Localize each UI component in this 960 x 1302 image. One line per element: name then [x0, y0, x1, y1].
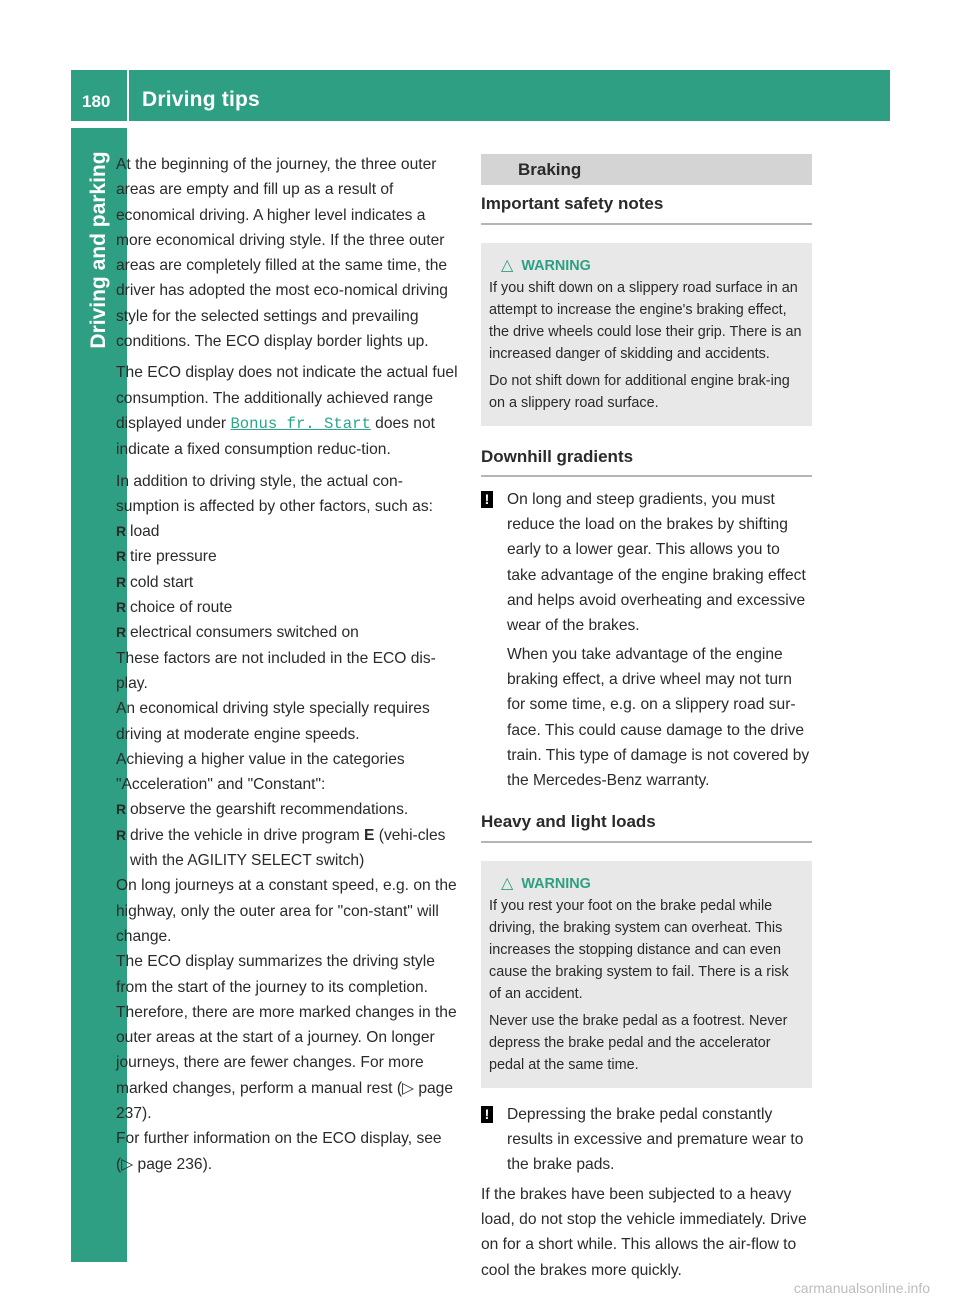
notice-text: Depressing the brake pedal constantly results in excessive and premature wear to the brake pads.: [507, 1105, 804, 1174]
list-item: R electrical consumers switched on: [116, 620, 461, 645]
warning-box: [481, 861, 812, 1088]
list-item: R choice of route: [116, 595, 461, 620]
subheading: Heavy and light loads: [481, 809, 812, 842]
watermark: carmanualsonline.info: [793, 1280, 930, 1296]
warning-title: △ WARNING: [501, 256, 591, 274]
page-number: 180: [82, 92, 111, 111]
paragraph: At the beginning of the journey, the three outer areas are empty and fill up as a result of economical driving. A higher level indicates a more economical driving style. If the three outer areas are completely filled at the same time, the driver has adopted the most eco-nomical driving style for the selected settings and prevailing conditions. The ECO display border lights up.: [116, 156, 448, 351]
list-item: R observe the gearshift recommendations.: [116, 797, 461, 822]
exclamation-icon: !: [481, 491, 493, 508]
warning-triangle-icon: △: [501, 874, 514, 892]
bullet-icon: R: [116, 523, 127, 540]
paragraph: An economical driving style specially requires driving at moderate engine speeds.: [116, 700, 430, 743]
notice-text: When you take advantage of the engine braking effect, a drive wheel may not turn for some time, e.g. on a slippery road sur-face. This could cause damage to the drive train. This type of damage is not covered by the Mercedes-Benz warranty.: [507, 645, 810, 790]
page-reference-link[interactable]: ▷ page 236: [121, 1155, 203, 1173]
left-column: [116, 152, 461, 1177]
list-item: R tire pressure: [116, 544, 461, 569]
notice: [481, 1102, 812, 1178]
paragraph: For further information on the ECO display, see (▷ page 236).: [116, 1130, 442, 1173]
notice: [481, 487, 812, 794]
bullet-icon: R: [116, 826, 127, 843]
subheading: Downhill gradients: [481, 444, 812, 477]
paragraph: In addition to driving style, the actual con-sumption is affected by other factors, such as:: [116, 472, 433, 515]
warning-triangle-icon: △: [501, 256, 514, 274]
warning-title: △ WARNING: [501, 874, 591, 892]
bullet-icon: R: [116, 548, 127, 565]
page-title: Driving tips: [142, 88, 260, 111]
exclamation-icon: !: [481, 1106, 493, 1123]
notice-text: On long and steep gradients, you must reduce the load on the brakes by shifting early to a lower gear. This allows you to take advantage of the engine braking effect and helps avoid overheating and excessive wear of the brakes.: [507, 490, 806, 635]
paragraph: Achieving a higher value in the categories "Acceleration" and "Constant":: [116, 750, 405, 794]
header-divider: [127, 70, 129, 121]
bullet-icon: R: [116, 573, 127, 590]
bullet-icon: R: [116, 599, 127, 616]
paragraph: If the brakes have been subjected to a heavy load, do not stop the vehicle immediately. Drive on for a short while. This allows the air-flow to cool the brakes more quickly.: [481, 1185, 807, 1279]
display-text-bonus: Bonus fr. Start: [230, 414, 371, 433]
paragraph: The ECO display does not indicate the actual fuel consumption. The additionally achieved range displayed under Bonus fr. Start does not indicate a fixed consumption reduc-tion.: [116, 364, 458, 459]
list-item: R load: [116, 519, 461, 544]
right-column: [481, 152, 812, 1283]
warning-text: If you rest your foot on the brake pedal while driving, the braking system can overheat. This increases the stopping distance and can even cause the braking system to fail. There is a risk of an accident.: [489, 897, 789, 1002]
chapter-label: Driving and parking: [87, 151, 110, 349]
warning-box: [481, 243, 812, 426]
paragraph: These factors are not included in the ECO dis-play.: [116, 649, 436, 692]
list-item: R drive the vehicle in drive program E (vehi-cles with the AGILITY SELECT switch): [116, 823, 461, 874]
page-reference-link[interactable]: ▷ page 237: [116, 1079, 454, 1122]
list-item: R cold start: [116, 570, 461, 595]
paragraph: On long journeys at a constant speed, e.g. on the highway, only the outer area for "con-stant" will change.: [116, 877, 457, 945]
subheading: Important safety notes: [481, 191, 812, 224]
warning-text: If you shift down on a slippery road surface in an attempt to increase the engine's braking effect, the drive wheels could lose their grip. There is an increased danger of skidding and accidents.: [489, 279, 802, 362]
bullet-icon: R: [116, 801, 127, 818]
section-heading: Braking: [481, 154, 812, 185]
warning-text: Never use the brake pedal as a footrest. Never depress the brake pedal and the accelerator pedal at the same time.: [489, 1012, 788, 1073]
paragraph: The ECO display summarizes the driving style from the start of the journey to its completion. Therefore, there are more marked changes in the outer areas at the start of a journey. On longer journeys, there are fewer changes. For more marked changes, perform a manual rest (▷ page 237).: [116, 953, 457, 1122]
bullet-icon: R: [116, 624, 127, 641]
warning-text: Do not shift down for additional engine brak-ing on a slippery road surface.: [489, 372, 790, 411]
